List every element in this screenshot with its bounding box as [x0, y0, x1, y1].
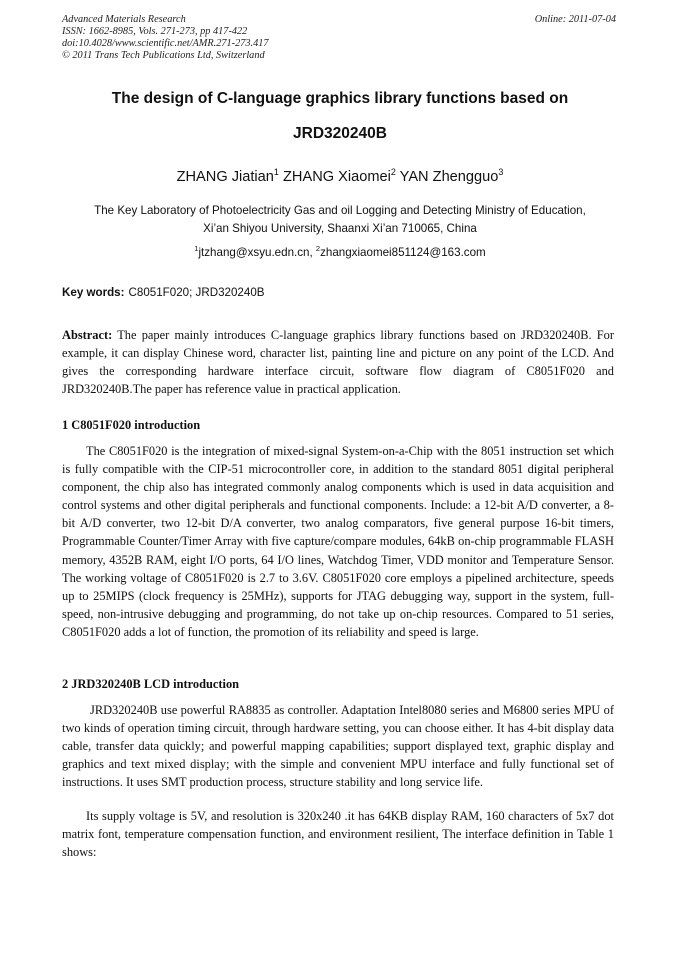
- abstract-text: The paper mainly introduces C-language graphics library functions based on JRD320240B. For example, it can display Chinese word, character list, painting line and picture on any point of the LCD. And gives the corresponding hardware interface circuit, software flow diagram of C8051F020 and JRD320240B.The paper has reference value in practical application.: [62, 328, 615, 397]
- paper-title-line-1: The design of C-language graphics library functions based on: [111, 90, 569, 107]
- journal-copyright: © 2011 Trans Tech Publications Ltd, Switzerland: [62, 50, 265, 61]
- section-2-paragraph-2: Its supply voltage is 5V, and resolution is 320x240 .it has 64KB display RAM, 160 characters of 5x7 dot matrix font, temperature compensation function, and environment resilient, The interface definition in Table 1 shows:: [62, 809, 614, 860]
- section-heading-1: 1 C8051F020 introduction: [62, 418, 201, 432]
- author-name: ZHANG Xiaomei: [283, 169, 391, 185]
- email-mark: 1: [194, 244, 199, 253]
- keywords: [62, 286, 618, 299]
- affiliation: [62, 202, 618, 238]
- section-1-paragraph: The C8051F020 is the integration of mixed-signal System-on-a-Chip with the 8051 instruction set which is fully compatible with the CIP-51 microcontroller core, in addition to the standard 8051 digital peripheral component, the chip also has integrated commonly analog components which is used in data acquisition and control systems and other digital peripherals and functional components. Include: a 12-bit A/D converter, a 8-bit A/D converter, two 12-bit D/A converter, two analog comparators, five general purpose 16-bit timers, Programmable Counter/Timer Array with five capture/compare modules, 64kB on-chip programmable FLASH memory, 4352B RAM, eight I/O ports, 64 I/O lines, Watchdog Timer, VDD monitor and Temperature Sensor. The working voltage of C8051F020 is 2.7 to 3.6V. C8051F020 core employs a pipelined architecture, speeds up to 25MIPS (clock frequency is 25MHz), supports for JTAG debugging way, support in the system, full-speed, non-intrusive debugging and programming, do not take up on-chip resources. Compared to 51 series, C8051F020 adds a lot of function, the promotion of its reliability and speed is large.: [62, 444, 614, 639]
- author-name: YAN Zhengguo: [399, 169, 499, 185]
- email-mark: 2: [315, 244, 321, 253]
- author-emails: [62, 244, 618, 259]
- author-list: [62, 167, 618, 185]
- section-2-paragraph-1: JRD320240B use powerful RA8835 as controller. Adaptation Intel8080 series and M6800 series MPU of two kinds of operation timing circuit, through hardware setting, you can choose either. It has 4-bit display data cable, transfer data quickly; and powerful mapping capabilities; support displayed text, graphic display and graphics and text mixed display; with the simple and convenient MPU interface and fully functional set of instructions. It uses SMT production process, structure stability and long service life.: [62, 703, 614, 790]
- affiliation-line: Xi’an Shiyou University, Shaanxi Xi’an 710065, China: [203, 222, 477, 235]
- journal-header: [62, 14, 618, 62]
- email-address[interactable]: zhangxiaomei851124@163.com: [320, 246, 486, 259]
- online-date: Online: 2011-07-04: [534, 14, 616, 25]
- author-name: ZHANG Jiatian: [176, 169, 274, 185]
- abstract: [62, 326, 614, 398]
- section-heading-2: 2 JRD320240B LCD introduction: [62, 677, 240, 691]
- author-affiliation-mark: 2: [390, 167, 396, 177]
- journal-issn: ISSN: 1662-8985, Vols. 271-273, pp 417-422: [62, 26, 248, 37]
- abstract-label: Abstract:: [62, 328, 113, 342]
- journal-doi: doi:10.4028/www.scientific.net/AMR.271-273.417: [62, 38, 269, 49]
- email-address[interactable]: jtzhang@xsyu.edn.cn,: [198, 246, 316, 259]
- author-affiliation-mark: 1: [273, 167, 279, 177]
- keywords-label: Key words:: [62, 286, 125, 299]
- journal-name: Advanced Materials Research: [62, 14, 186, 25]
- keywords-text: C8051F020; JRD320240B: [128, 286, 265, 299]
- affiliation-line: The Key Laboratory of Photoelectricity Gas and oil Logging and Detecting Ministry of Education,: [94, 204, 586, 217]
- paper-title-line-2: JRD320240B: [293, 125, 387, 142]
- author-affiliation-mark: 3: [498, 167, 504, 177]
